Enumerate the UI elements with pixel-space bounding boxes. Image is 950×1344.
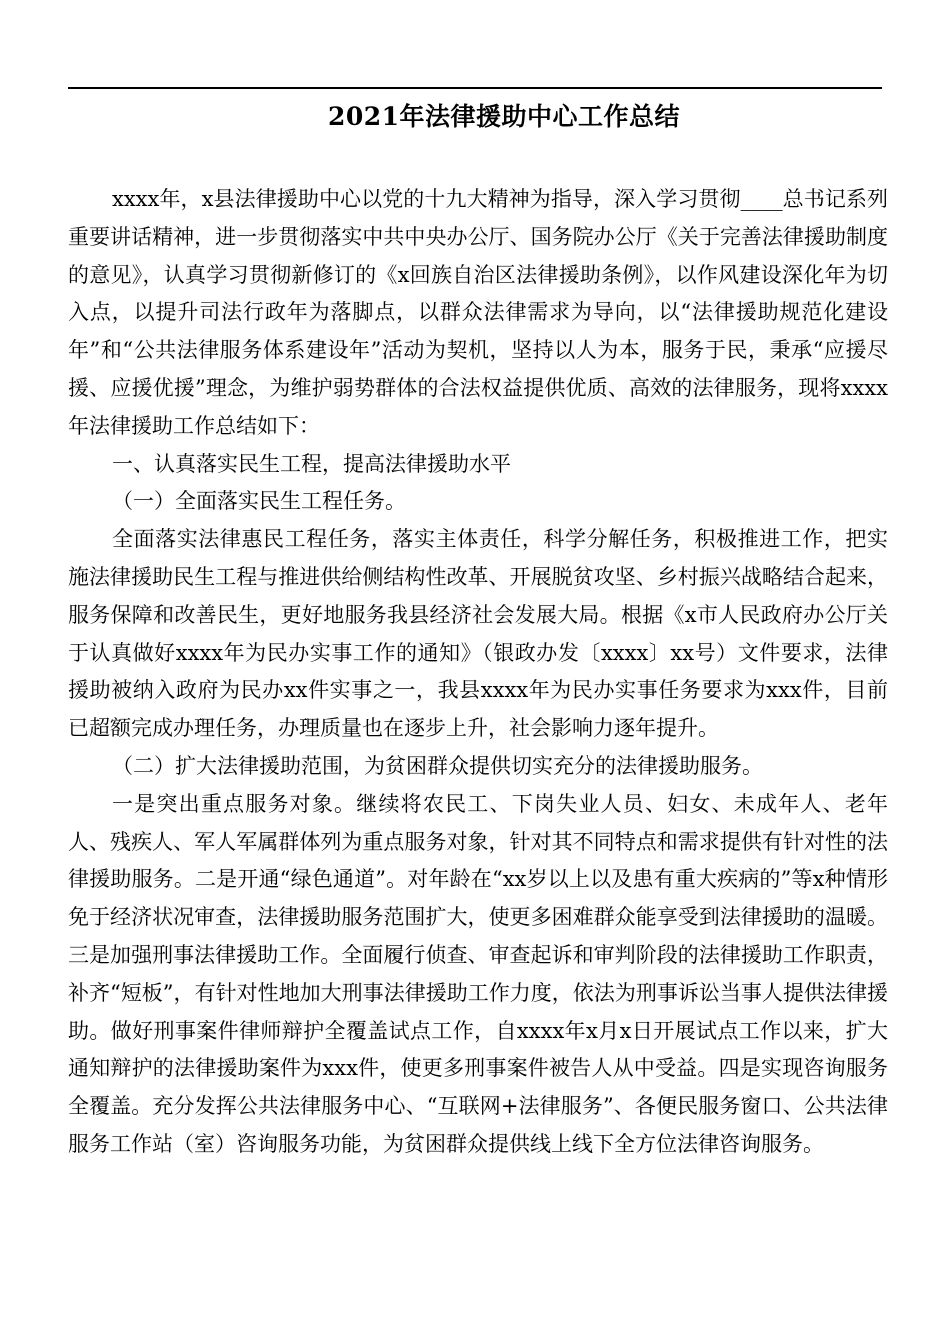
intro-paragraph: xxxx年，x县法律援助中心以党的十九大精神为指导，深入学习贯彻____总书记系列重要讲话精神，进一步贯彻落实中共中央办公厅、国务院办公厅《关于完善法律援助制度的意见》，认真学习贯彻新修订的《x回族自治区法律援助条例》，以作风建设深化年为切入点，以提升司法行政年为落脚点，以群众法律需求为导向，以“法律援助规范化建设年”和“公共法律服务体系建设年”活动为契机，坚持以人为本，服务于民，秉承“应援尽援、应援优援”理念，为维护弱势群体的合法权益提供优质、高效的法律服务，现将xxxx年法律援助工作总结如下： — [68, 187, 888, 438]
document-title: 2021年法律援助中心工作总结 — [327, 102, 681, 131]
subsection-1-paragraph: 全面落实法律惠民工程任务，落实主体责任，科学分解任务，积极推进工作，把实施法律援助民生工程与推进供给侧结构性改革、开展脱贫攻坚、乡村振兴战略结合起来，服务保障和改善民生，更好地服务我县经济社会发展大局。根据《x市人民政府办公厅关于认真做好xxxx年为民办实事工作的通知》（银政办发〔xxxx〕xx号）文件要求，法律援助被纳入政府为民办xx件实事之一，我县xxxx年为民办实事任务要求为xxx件，目前已超额完成办理任务，办理质量也在逐步上升，社会影响力逐年提升。 — [68, 527, 888, 741]
header-rule — [68, 87, 882, 89]
section-heading-1: 一、认真落实民生工程，提高法律援助水平 — [112, 451, 511, 476]
subsection-heading-2: （二）扩大法律援助范围，为贫困群众提供切实充分的法律援助服务。 — [112, 753, 763, 778]
subsection-2-paragraph: 一是突出重点服务对象。继续将农民工、下岗失业人员、妇女、未成年人、老年人、残疾人、军人军属群体列为重点服务对象，针对其不同特点和需求提供有针对性的法律援助服务。二是开通“绿色通道”。对年龄在“xx岁以上以及患有重大疾病的”等x种情形免于经济状况审查，法律援助服务范围扩大，使更多困难群众能享受到法律援助的温暖。三是加强刑事法律援助工作。全面履行侦查、审查起诉和审判阶段的法律援助工作职责，补齐“短板”，有针对性地加大刑事法律援助工作力度，依法为刑事诉讼当事人提供法律援助。做好刑事案件律师辩护全覆盖试点工作，自xxxx年x月x日开展试点工作以来，扩大通知辩护的法律援助案件为xxx件，使更多刑事案件被告人从中受益。四是实现咨询服务全覆盖。充分发挥公共法律服务中心、“互联网+法律服务”、各便民服务窗口、公共法律服务工作站（室）咨询服务功能，为贫困群众提供线上线下全方位法律咨询服务。 — [68, 791, 888, 1156]
subsection-heading-1: （一）全面落实民生工程任务。 — [112, 489, 406, 514]
document-body — [68, 181, 888, 1164]
